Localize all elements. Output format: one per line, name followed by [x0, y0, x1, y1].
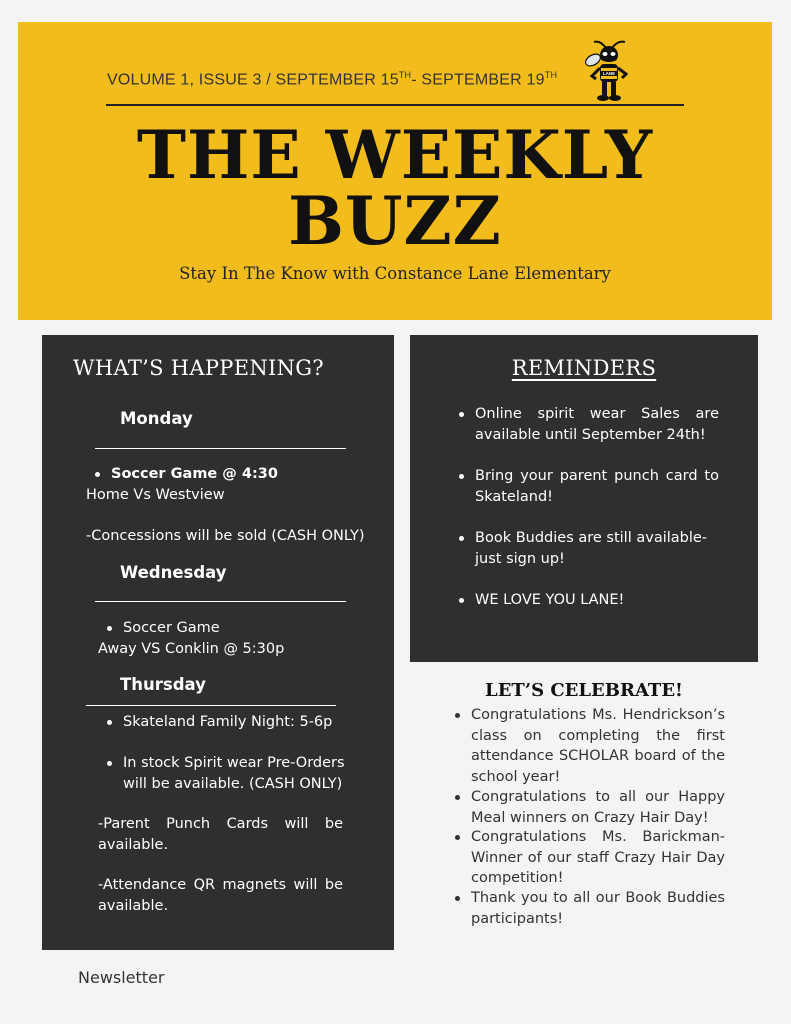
newsletter-subtitle: Stay In The Know with Constance Lane Elementary — [179, 264, 611, 283]
day-heading-wednesday: Wednesday — [120, 563, 227, 582]
whats-happening-title: WHAT’S HAPPENING? — [73, 356, 324, 380]
wednesday-event: Soccer Game — [123, 618, 220, 639]
monday-detail: Home Vs Westview — [86, 487, 225, 503]
newsletter-title-line-2: BUZZ — [288, 182, 502, 260]
reminder-item: WE LOVE YOU LANE! — [475, 590, 624, 611]
celebrate-item: Congratulations to all our Happy Meal winners on Crazy Hair Day! — [471, 787, 725, 828]
celebrate-item: Congratulations Ms. Barickman-Winner of our staff Crazy Hair Day competition! — [471, 827, 725, 889]
monday-note: -Concessions will be sold (CASH ONLY) — [86, 528, 365, 544]
reminder-item: Book Buddies are still available-just sign up! — [475, 528, 725, 569]
monday-event: Soccer Game @ 4:30 — [111, 464, 278, 485]
hornet-mascot-icon — [584, 38, 634, 104]
celebrate-title: LET’S CELEBRATE! — [485, 680, 683, 701]
thursday-item: Skateland Family Night: 5-6p — [123, 712, 332, 733]
issue-line: VOLUME 1, ISSUE 3 / SEPTEMBER 15TH- SEPTEMBER 19TH — [107, 70, 558, 89]
reminder-item: Online spirit wear Sales are available until September 24th! — [475, 404, 719, 445]
newsletter-title-line-1: THE WEEKLY — [136, 116, 654, 194]
day-heading-monday: Monday — [120, 409, 193, 428]
celebrate-item: Thank you to all our Book Buddies participants! — [471, 888, 725, 929]
thursday-item: In stock Spirit wear Pre-Orders will be available. (CASH ONLY) — [123, 753, 345, 794]
wednesday-detail: Away VS Conklin @ 5:30p — [98, 641, 285, 657]
reminder-item: Bring your parent punch card to Skateland! — [475, 466, 719, 507]
thursday-divider — [86, 705, 336, 706]
footer-label: Newsletter — [78, 968, 165, 987]
wednesday-divider — [95, 601, 346, 602]
header-banner — [18, 22, 772, 320]
issue-divider — [106, 104, 684, 106]
day-heading-thursday: Thursday — [120, 675, 206, 694]
whats-happening-panel — [42, 335, 394, 950]
thursday-note: -Attendance QR magnets will be available. — [98, 877, 343, 914]
celebrate-item: Congratulations Ms. Hendrickson’s class on completing the first attendance SCHOLAR board of the school year! — [471, 705, 725, 787]
monday-divider — [95, 448, 346, 449]
reminders-panel — [410, 335, 758, 662]
mascot-badge-text: LANE — [602, 71, 616, 76]
reminders-title: REMINDERS — [511, 356, 657, 380]
thursday-note: -Parent Punch Cards will be available. — [98, 816, 343, 853]
